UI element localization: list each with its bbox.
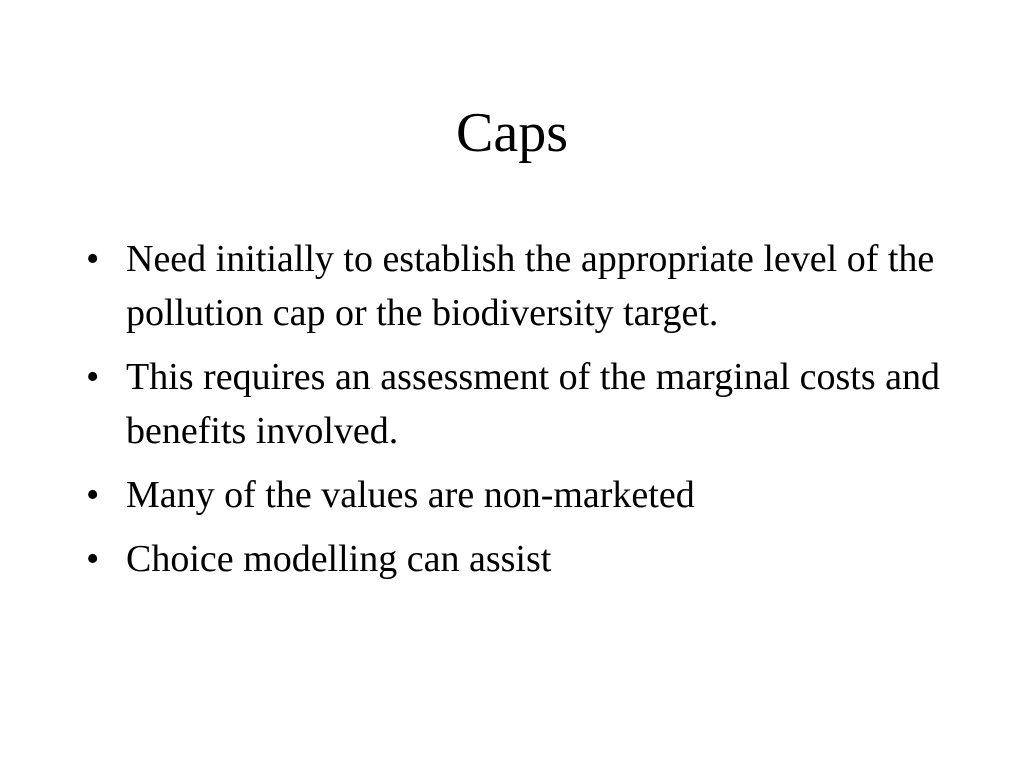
bullet-marker: • [86,238,100,280]
bullet-list [86,232,946,596]
bullet-item [86,232,946,340]
bullet-text: Many of the values are non-marketed [126,474,695,516]
bullet-text: Need initially to establish the appropriate level of the pollution cap or the biodiversity target. [126,238,935,334]
bullet-marker: • [86,356,100,398]
bullet-marker: • [86,474,100,516]
bullet-item [86,468,946,522]
bullet-text: Choice modelling can assist [126,538,552,580]
bullet-marker: • [86,538,100,580]
bullet-item [86,532,946,586]
slide-title: Caps [456,102,568,164]
bullet-item [86,350,946,458]
bullet-text: This requires an assessment of the marginal costs and benefits involved. [126,356,940,452]
